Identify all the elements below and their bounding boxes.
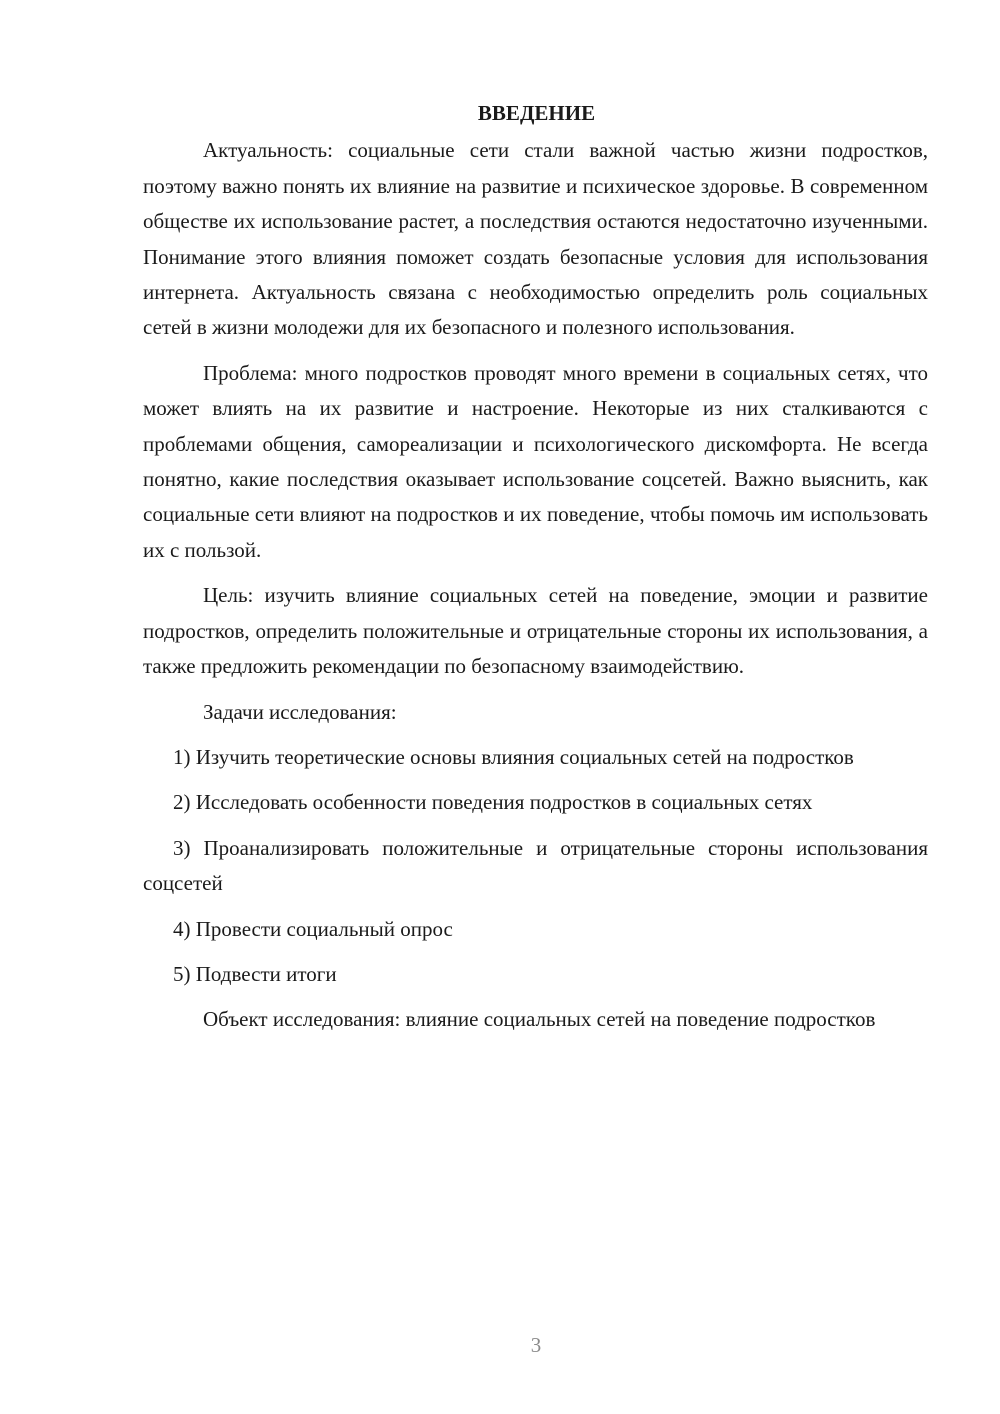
task-item-5: 5) Подвести итоги — [173, 961, 337, 986]
task-item-3: 3) Проанализировать положительные и отрицательные стороны использования соцсетей — [143, 835, 928, 896]
page-number: 3 — [530, 1333, 542, 1357]
problem-paragraph: Проблема: много подростков проводят много времени в социальных сетях, что может влиять на их развитие и настроение. Некоторые из них сталкиваются с проблемами общения, самореализации и психологического дискомфорта. Не всегда понятно, какие последствия оказывает использование соцсетей. Важно выяснить, как социальные сети влияют на подростков и их поведение, чтобы помочь им использовать их с пользой. — [143, 360, 928, 562]
task-item-1: 1) Изучить теоретические основы влияния социальных сетей на подростков — [173, 744, 854, 769]
task-item-2: 2) Исследовать особенности поведения подростков в социальных сетях — [173, 790, 813, 815]
relevance-paragraph: Актуальность: социальные сети стали важной частью жизни подростков, поэтому важно понять их влияние на развитие и психическое здоровье. В современном обществе их использование растет, а последствия остаются недостаточно изученными. Понимание этого влияния поможет создать безопасные условия для использования интернета. Актуальность связана с необходимостью определить роль социальных сетей в жизни молодежи для их безопасного и полезного использования. — [143, 138, 928, 340]
object-paragraph: Объект исследования: влияние социальных сетей на поведение подростков — [203, 1007, 876, 1032]
page-content — [143, 96, 928, 1048]
tasks-heading: Задачи исследования: — [203, 699, 397, 724]
goal-paragraph: Цель: изучить влияние социальных сетей на поведение, эмоции и развитие подростков, определить положительные и отрицательные стороны их использования, а также предложить рекомендации по безопасному взаимодействию. — [143, 583, 928, 679]
task-item-4: 4) Провести социальный опрос — [173, 916, 453, 941]
section-title: ВВЕДЕНИЕ — [477, 101, 596, 125]
